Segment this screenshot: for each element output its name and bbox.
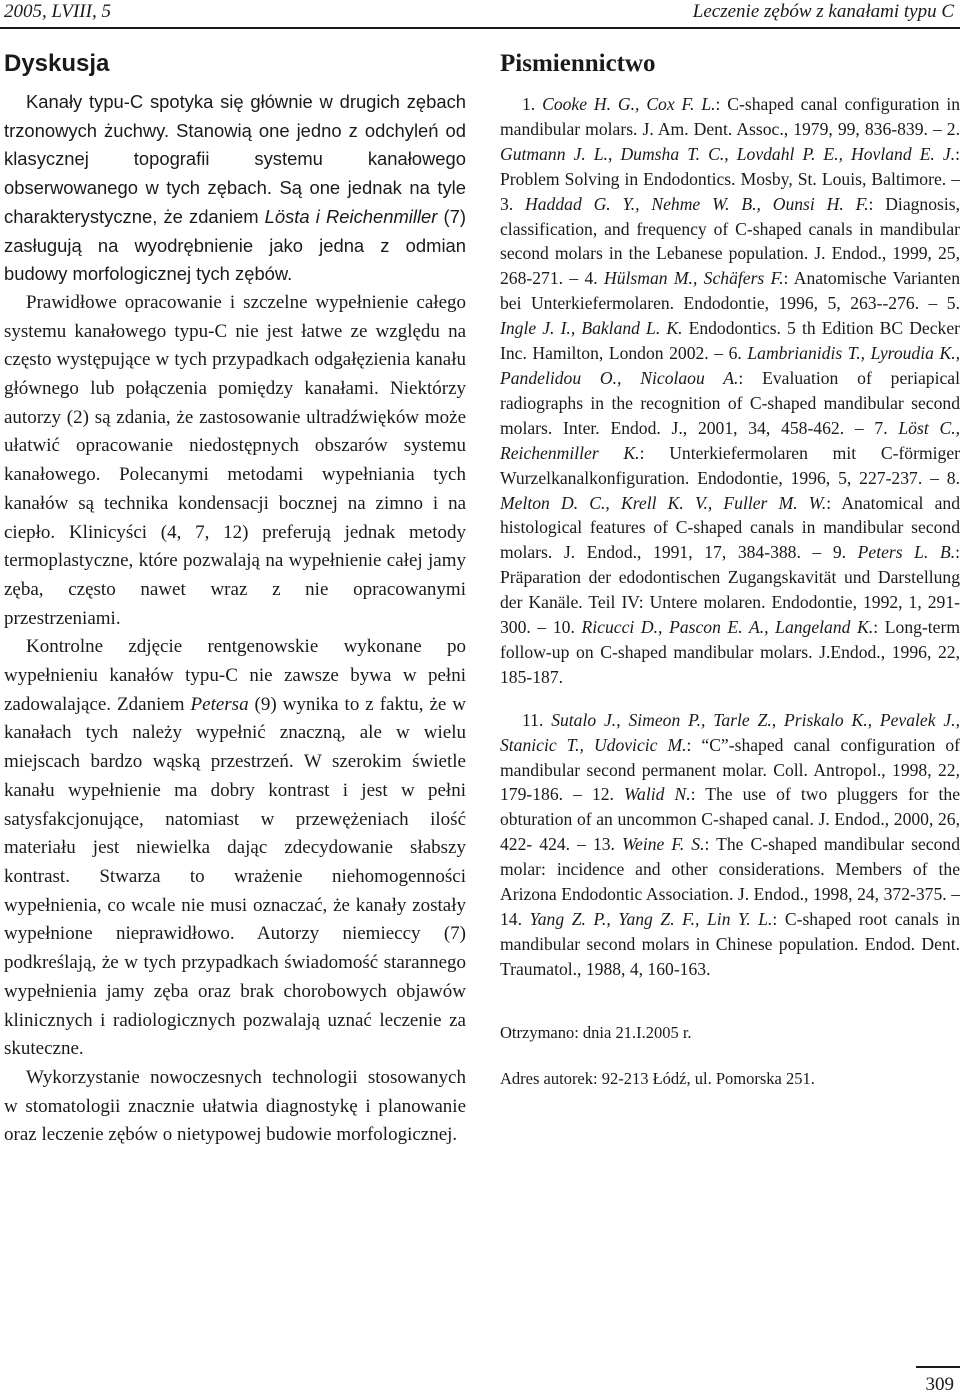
reference-authors: Peters L. B.	[857, 542, 956, 563]
reference-authors: Melton D. C., Krell K. V., Fuller M. W.	[500, 492, 827, 513]
author-address: Adres autorek: 92-213 Łódź, ul. Pomorska 251.	[500, 1068, 815, 1088]
discussion-heading: Dyskusja	[4, 50, 110, 77]
reference-text: : Anatomical and histological features of C-shaped canals in mandibular second molars. J. Endod., 1991, 17, 384-388. – 9.	[500, 492, 960, 563]
paragraph-text: (7) zasługują na wyodrębnienie jako jedna z odmian budowy morfologicznej tych zębów.	[4, 205, 466, 285]
reference-authors: Haddad G. Y., Nehme W. B., Ounsi H. F.	[525, 193, 869, 214]
received-date: Otrzymano: dnia 21.I.2005 r.	[500, 1022, 692, 1042]
references-heading: Pismiennictwo	[500, 50, 656, 77]
paragraph-text: (9) wynika to z faktu, że w kanałach tych należy wypełnić znaczną, ale w wielu miejscach bardzo wąską przestrzeń. W szerokim świetle kanału wypełnienie ma dobry kontrast i jest w pełni satysfakcjonujące, natomiast w przewężeniach ilość materiału jest niewielka dając zdecydowanie słabszy kontrast. Stwarza to wrażenie niehomogenności wypełnienia, co wcale nie musi oznaczać, że kanały zostały wypełnione nieprawidłowo. Autorzy niemieccy (7) podkreślają, że w tych przypadkach świadomość starannego wypełnienia jamy zęba oraz brak chorobowych objawów klinicznych i radiologicznych pozwalają uznać leczenie za skuteczne.	[4, 693, 466, 1060]
reference-text: Endodontics. 5 th Edition BC Decker Inc. Hamilton, London 2002. – 6.	[500, 318, 960, 364]
cited-authors: Lösta i Reichenmiller	[264, 205, 438, 227]
reference-text: : Evaluation of periapical radiographs in the recognition of C-shaped mandibular second molars. Inter. Endod. J., 2001, 34, 458-462. – 7.	[500, 367, 960, 438]
header-rule	[0, 27, 960, 29]
paragraph-text: Kanały typu-C spotyka się głównie w drugich zębach trzonowych żuchwy. Stanowią one jedno z odchyleń od klasycznej topografii systemu kanałowego obserwowanego w tych zębach. Są one jednak na tyle charakterystyczne, że zdaniem	[4, 91, 466, 227]
reference-authors: Ricucci D., Pascon E. A., Langeland K.	[581, 617, 874, 638]
reference-authors: Hülsman M., Schäfers F.	[604, 268, 784, 289]
reference-authors: Walid N.	[624, 784, 691, 805]
reference-text: 11.	[522, 709, 552, 730]
page-number: 309	[925, 1374, 954, 1395]
reference-text: : Diagnosis, classification, and frequency of C-shaped canals in mandibular second molars in the Lebanese population. J. Endod., 1999, 25, 268-271. – 4.	[500, 193, 960, 289]
discussion-paragraph-1	[4, 88, 466, 289]
reference-text: : The C-shaped mandibular second molar: incidence and other considerations. Members of the Arizona Endodontic Association. J. Endod., 1998, 24, 372-375. – 14.	[500, 834, 960, 929]
reference-text: : “C”-shaped canal configuration of mandibular second permanent molar. Coll. Antropol., 1998, 22, 179-186. – 12.	[500, 734, 960, 805]
reference-text: : C-shaped root canals in mandibular second molars in Chinese population. Endod. Dent. Traumatol., 1988, 4, 160-163.	[500, 909, 960, 979]
discussion-paragraph-3	[4, 633, 466, 1064]
references-column	[500, 44, 960, 1090]
reference-authors: Cooke H. G., Cox F. L.	[542, 94, 716, 114]
reference-text: : The use of two pluggers for the obturation of an uncommon C-shaped canal. J. Endod., 2000, 26, 422- 424. – 13.	[500, 784, 960, 855]
running-header-journal: 2005, LVIII, 5	[4, 1, 111, 22]
page-number-rule	[916, 1366, 960, 1368]
reference-authors: Ingle J. I., Bakland L. K.	[500, 318, 683, 339]
reference-authors: Weine F. S.	[621, 834, 705, 855]
discussion-column	[4, 44, 466, 1150]
reference-authors: Gutmann J. L., Dumsha T. C., Lovdahl P. E., Hovland E. J.	[500, 143, 956, 164]
reference-text: : C-shaped canal configuration in mandibular molars. J. Am. Dent. Assoc., 1979, 99, 836-839. – 2.	[500, 94, 960, 139]
discussion-paragraph-4: Wykorzystanie nowoczesnych technologii stosowanych w stomatologii znacznie ułatwia diagnostykę i planowanie oraz leczenie zębów o nietypowej budowie morfologicznej.	[4, 1066, 466, 1146]
reference-text: : Unterkiefermolaren mit C-förmiger Wurzelkanalkonfiguration. Endodontie, 1996, 5, 227-237. – 8.	[500, 442, 960, 488]
running-header-title: Leczenie zębów z kanałami typu C	[692, 1, 954, 22]
reference-text: 1.	[522, 94, 543, 114]
reference-authors: Sutalo J., Simeon P., Tarle Z., Priskalo K., Pevalek J., Stanicic T., Udovicic M.	[500, 709, 960, 755]
reference-text: : Long-term follow-up on C-shaped mandibular molars. J.Endod., 1996, 22, 185-187.	[500, 617, 960, 687]
reference-text: : Problem Solving in Endodontics. Mosby, St. Louis, Baltimore. – 3.	[500, 143, 960, 214]
reference-text: : Anatomische Varianten bei Unterkiefermolaren. Endodontie, 1996, 5, 263--276. – 5.	[500, 268, 960, 314]
discussion-paragraph-2: Prawidłowe opracowanie i szczelne wypełnienie całego systemu kanałowego typu-C nie jest łatwe ze względu na często występujące w tych przypadkach odgałęzienia kanału głównego lub połączenia pomiędzy kanałami. Niektórzy autorzy (2) są zdania, że zastosowanie ultradźwięków może ułatwić opracowanie niedostępnych obszarów systemu kanałowego. Polecanymi metodami wypełniania tych kanałów są technika kondensacji bocznej na zimno i na ciepło. Klinicyści (4, 7, 12) preferują jednak metody termoplastyczne, które pozwalają na wypełnienie całej jamy zęba, często nawet wraz z nie opracowanymi przestrzeniami.	[4, 291, 466, 629]
paragraph-text: Kontrolne zdjęcie rentgenowskie wykonane po wypełnieniu kanałów typu-C nie zawsze bywa w pełni zadowalające. Zdaniem	[4, 636, 466, 715]
reference-authors: Löst C., Reichenmiller K.	[500, 417, 960, 463]
reference-list-2	[500, 708, 960, 982]
reference-list-1	[500, 92, 960, 690]
reference-authors: Yang Z. P., Yang Z. F., Lin Y. L.	[529, 909, 773, 929]
cited-authors: Petersa	[190, 693, 249, 715]
reference-text: : Präparation der edodontischen Zugangskavität und Darstellung der Kanäle. Teil IV: Untere molaren. Endodontie, 1992, 1, 291-300. – 10.	[500, 542, 960, 638]
reference-authors: Lambrianidis T., Lyroudia K., Pandelidou O., Nicolaou A.	[500, 343, 960, 388]
